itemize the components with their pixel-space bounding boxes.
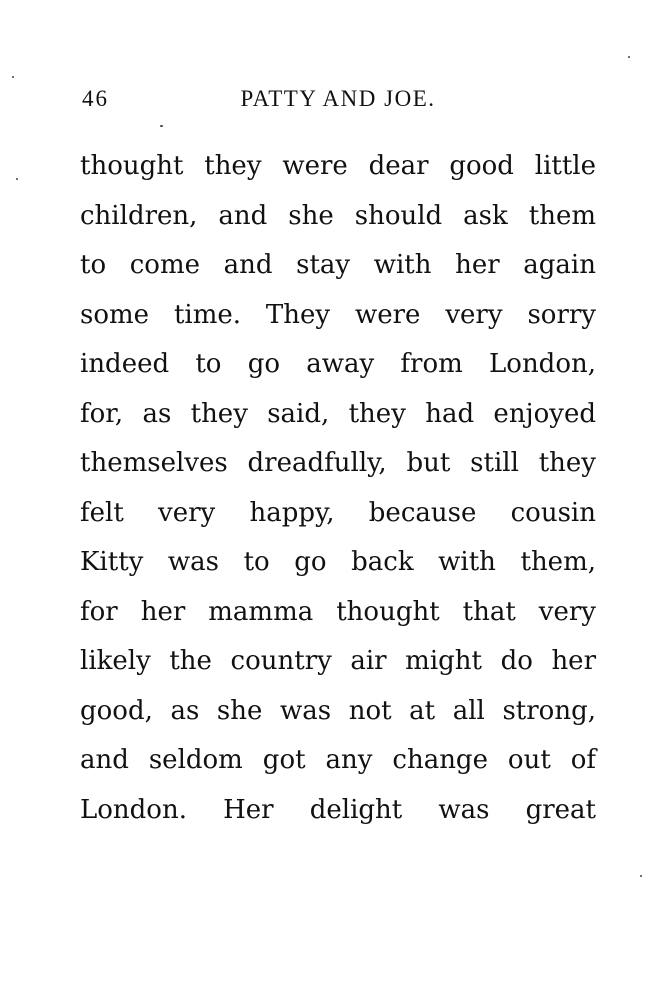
text-line: thought they were dear good little <box>80 151 596 181</box>
text-line: some time. They were very sorry <box>80 299 596 330</box>
text-line: to come and stay with her again <box>80 250 596 280</box>
print-speck <box>160 125 163 127</box>
print-speck <box>12 76 14 78</box>
text-line: for, as they said, they had enjoyed <box>80 398 596 429</box>
page-number: 46 <box>82 86 109 111</box>
text-line: likely the country air might do her <box>80 646 596 676</box>
running-title: PATTY AND JOE. <box>240 86 436 111</box>
text-line: indeed to go away from London, <box>80 349 596 379</box>
text-line: London. Her delight was great <box>80 794 596 825</box>
text-line: for her mamma thought that very <box>80 596 596 627</box>
text-line: felt very happy, because cousin <box>80 497 596 528</box>
text-line: themselves dreadfully, but still they <box>80 448 596 478</box>
print-speck <box>640 875 642 877</box>
text-line: Kitty was to go back with them, <box>80 547 596 577</box>
text-line: and seldom got any change out of <box>80 745 596 775</box>
text-line: children, and she should ask them <box>80 200 596 231</box>
page-header <box>82 86 594 118</box>
print-speck <box>16 178 18 180</box>
text-line: good, as she was not at all strong, <box>80 695 596 726</box>
body-text <box>80 142 596 835</box>
print-speck <box>628 56 630 58</box>
